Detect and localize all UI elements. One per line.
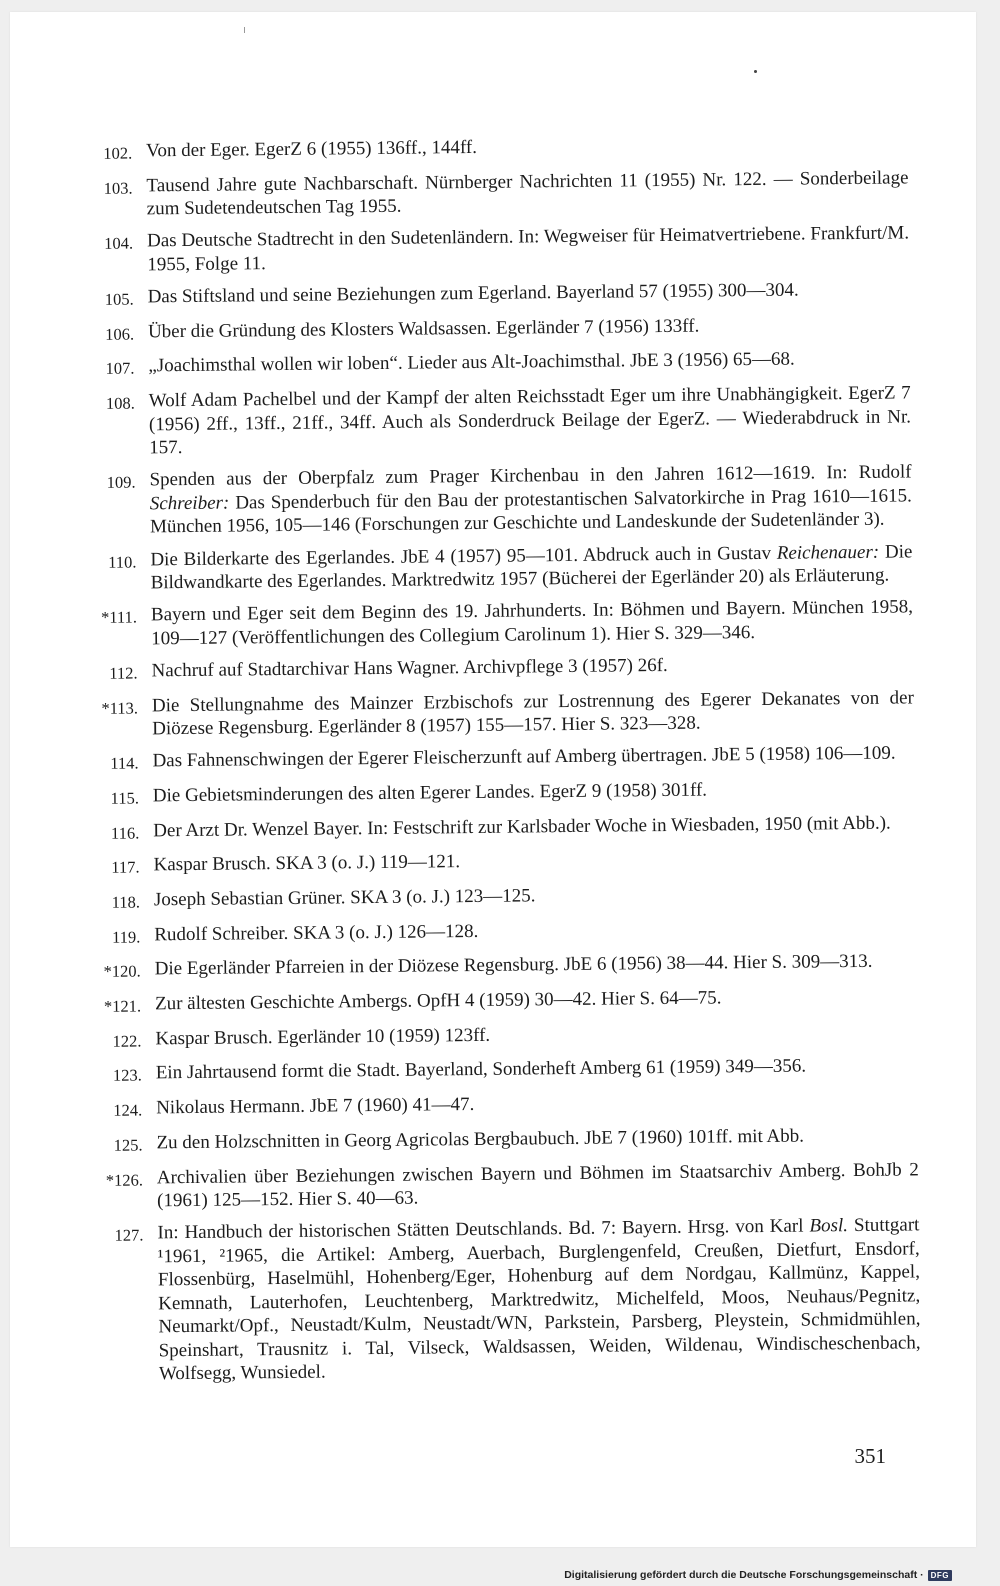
entry-text-segment: Kaspar Brusch. SKA 3 (o. J.) 119—121. <box>153 851 461 876</box>
bibliography-entry <box>95 811 915 846</box>
bibliography-entry <box>88 131 908 166</box>
entry-text-italic: Schreiber: <box>149 492 230 515</box>
entry-text-segment: In: Handbuch der historischen Stätten Deutschlands. Bd. 7: Bayern. Hrsg. von Karl <box>157 1215 810 1244</box>
bibliography-entry <box>98 1123 918 1158</box>
entry-text <box>149 461 912 539</box>
entry-text <box>152 686 914 741</box>
bibliography-entry <box>94 742 914 777</box>
entry-number: 106. <box>105 324 135 344</box>
entry-text <box>149 382 912 460</box>
entry-text <box>153 776 915 807</box>
entry-number: *113. <box>101 698 139 718</box>
entry-text-italic: Reichenauer: <box>776 541 880 564</box>
entry-text <box>147 222 909 277</box>
entry-text-segment: Spenden aus der Oberpfalz zum Prager Kirchenbau in den Jahren 1612—1619. In: Rudolf <box>149 461 912 491</box>
entry-text-segment: Der Arzt Dr. Wenzel Bayer. In: Festschrift zur Karlsbader Woche in Wiesbaden, 1950 (mit Abb.). <box>153 812 891 841</box>
entry-number: 108. <box>105 393 135 413</box>
entry-text-segment: Die Bildwandkarte des Egerlandes. Marktredwitz 1957 (Bücherei der Egerländer 20) als Erläuterung. <box>150 540 913 594</box>
entry-text-segment: Rudolf Schreiber. SKA 3 (o. J.) 126—128. <box>154 920 479 946</box>
entry-text <box>156 1054 918 1085</box>
entry-text <box>148 347 910 378</box>
entry-text-segment: „Joachimsthal wollen wir loben“. Lieder aus Alt-Joachimsthal. JbE 3 (1956) 65—68. <box>148 349 795 377</box>
entry-number: 102. <box>103 143 133 163</box>
entry-text <box>154 915 916 946</box>
entry-text <box>155 984 917 1015</box>
entry-text-segment: Kaspar Brusch. Egerländer 10 (1959) 123ff. <box>155 1024 491 1050</box>
entry-number: *120. <box>103 961 141 982</box>
bibliography-entry <box>97 1019 917 1054</box>
entry-text-segment: Zur ältesten Geschichte Ambergs. OpfH 4 (1959) 30—42. Hier S. 64—75. <box>154 987 722 1015</box>
entry-number: *121. <box>103 996 142 1016</box>
entry-number: 124. <box>113 1100 143 1120</box>
entry-text-segment: Die Egerländer Pfarreien in der Diözese Regensburg. JbE 6 (1956) 38—44. Hier S. 309—313. <box>154 951 873 980</box>
bibliography-entry <box>99 1214 921 1387</box>
bibliography-entry <box>93 596 913 652</box>
entry-text-segment: Ein Jahrtausend formt die Stadt. Bayerland, Sonderheft Amberg 61 (1959) 349—356. <box>155 1055 807 1084</box>
entry-text <box>148 277 910 308</box>
bibliography-entry <box>98 1054 918 1089</box>
entry-number: 109. <box>106 472 136 493</box>
bibliography-entry <box>96 880 916 915</box>
footer-text: Digitalisierung gefördert durch die Deutsche Forschungsgemeinschaft · <box>564 1569 924 1581</box>
bibliography-entry <box>95 846 915 881</box>
bibliography-entry <box>90 347 910 382</box>
bibliography-entry <box>95 776 915 811</box>
entry-text-segment: Joseph Sebastian Grüner. SKA 3 (o. J.) 123—125. <box>153 885 536 911</box>
bibliography-list <box>88 131 921 1395</box>
entry-text-segment: Stuttgart ¹1961, ²1965, die Artikel: Amberg, Auerbach, Burglengenfeld, Creußen, Dietfurt, Ensdorf, Flossenbürg, Haselmühl, Hohenberg/Eger, Hohenburg auf dem Nordgau, Kallmünz, Kappel, Kemnath, Lauterhofen, Leuchtenberg, Marktredwitz, Michelfeld, Moos, Neuhaus/Pegnitz, Neumarkt/Opf., Neustadt/Kulm, Neustadt/WN, Parkstein, Parsberg, Pleystein, Schmidmühlen, Speinshart, Trausnitz i. Tal, Vilseck, Waldsassen, Weiden, Wildenau, Windischeschenbach, Wolfsegg, Wunsiedel. <box>157 1214 921 1385</box>
bibliography-entry <box>91 461 912 540</box>
entry-text-segment: Von der Eger. EgerZ 6 (1955) 136ff., 144ff. <box>146 136 478 162</box>
entry-number: 125. <box>113 1135 143 1155</box>
bibliography-entry <box>96 915 916 950</box>
bibliography-entry <box>90 312 910 347</box>
entry-text <box>151 651 913 682</box>
entry-number: 104. <box>104 233 134 254</box>
entry-text <box>155 1019 917 1050</box>
entry-text <box>150 540 912 595</box>
bibliography-entry <box>94 686 914 742</box>
entry-text <box>151 596 913 651</box>
dfg-logo-icon: DFG <box>928 1570 952 1581</box>
entry-number: 127. <box>114 1225 144 1245</box>
entry-text-segment: Nachruf auf Stadtarchivar Hans Wagner. Archivpflege 3 (1957) 26f. <box>151 654 668 682</box>
bibliography-entry <box>90 277 910 312</box>
entry-text-segment: Die Stellungnahme des Mainzer Erzbischofs zur Lostrennung des Egerer Dekanates von der Diözese Regensburg. Egerländer 8 (1957) 155—157. Hier S. 323—328. <box>151 686 914 740</box>
entry-text <box>153 846 915 877</box>
entry-text-segment: Die Gebietsminderungen des alten Egerer Landes. EgerZ 9 (1958) 301ff. <box>152 779 708 807</box>
entry-text <box>146 166 908 221</box>
entry-number: 110. <box>108 552 137 572</box>
entry-text <box>152 742 914 773</box>
entry-text-segment: Das Spenderbuch für den Bau der protestantischen Salvatorkirche in Prag 1610—1615. München 1956, 105—146 (Forschungen zur Geschichte und Landeskunde der Sudetenländer 3). <box>149 485 912 538</box>
entry-text-italic: Bosl. <box>809 1215 849 1237</box>
entry-number: *111. <box>100 607 138 628</box>
entry-text-segment: Archivalien über Beziehungen zwischen Bayern und Böhmen im Staatsarchiv Amberg. BohJb 2 (1961) 125—152. Hier S. 40—63. <box>156 1158 919 1212</box>
entry-number: 114. <box>110 753 139 774</box>
entry-number: 123. <box>112 1065 142 1086</box>
bibliography-entry <box>99 1158 919 1214</box>
entry-text <box>156 1088 918 1119</box>
entry-number: *126. <box>105 1169 143 1190</box>
digitization-footer <box>564 1569 952 1581</box>
entry-text-segment: Wolf Adam Pachelbel und der Kampf der alten Reichsstadt Eger um ihre Unabhängigkeit. EgerZ 7 (1956) 2ff., 13ff., 21ff., 34ff. Auch als Sonderdruck Beilage der EgerZ. — Wiederabdruck in Nr. 157. <box>148 382 912 459</box>
bibliography-entry <box>97 984 917 1019</box>
entry-text-segment: Das Fahnenschwingen der Egerer Fleischerzunft auf Amberg übertragen. JbE 5 (1958) 106—109. <box>152 742 896 772</box>
entry-text-segment: Zu den Holzschnitten in Georg Agricolas Bergbaubuch. JbE 7 (1960) 101ff. mit Abb. <box>156 1125 805 1154</box>
page-number: 351 <box>854 1444 886 1468</box>
bibliography-entry <box>89 222 909 278</box>
entry-number: 116. <box>110 823 140 843</box>
bibliography-entry <box>88 166 908 222</box>
entry-text <box>157 1158 919 1213</box>
entry-text-segment: Das Deutsche Stadtrecht in den Sudetenländern. In: Wegweiser für Heimatvertriebene. Frankfurt/M. 1955, Folge 11. <box>146 222 910 276</box>
bibliography-entry <box>91 382 912 461</box>
bibliography-entry <box>97 950 917 985</box>
entry-number: 112. <box>109 663 138 683</box>
bibliography-entry <box>93 651 913 686</box>
document-page <box>10 12 976 1547</box>
entry-text <box>154 880 916 911</box>
entry-number: 117. <box>111 857 140 878</box>
entry-text-segment: Die Bilderkarte des Egerlandes. JbE 4 (1957) 95—101. Abdruck auch in Gustav <box>150 542 777 570</box>
entry-text-segment: Bayern und Eger seit dem Beginn des 19. Jahrhunderts. In: Böhmen und Bayern. München 1958, 109—127 (Veröffentlichungen des Collegium Carolinum 1). Hier S. 329—346. <box>150 596 914 650</box>
entry-text <box>155 950 917 981</box>
entry-number: 115. <box>110 788 139 808</box>
entry-text <box>148 312 910 343</box>
entry-text-segment: Tausend Jahre gute Nachbarschaft. Nürnberger Nachrichten 11 (1955) Nr. 122. — Sonderbeilage zum Sudetendeutschen Tag 1955. <box>146 167 909 220</box>
entry-number: 105. <box>104 289 134 309</box>
entry-text <box>157 1214 921 1386</box>
entry-number: 122. <box>112 1031 142 1051</box>
entry-number: 118. <box>111 892 141 912</box>
entry-text <box>146 131 908 162</box>
bibliography-entry <box>98 1088 918 1123</box>
entry-number: 103. <box>103 178 133 198</box>
entry-text-segment: Das Stiftsland und seine Beziehungen zum Egerland. Bayerland 57 (1955) 300—304. <box>147 279 799 308</box>
scan-speck <box>754 70 757 73</box>
entry-number: 107. <box>105 358 135 379</box>
scan-speck <box>244 27 245 33</box>
bibliography-entry <box>92 540 912 596</box>
entry-text <box>156 1123 918 1154</box>
entry-number: 119. <box>111 927 141 947</box>
entry-text-segment: Nikolaus Hermann. JbE 7 (1960) 41—47. <box>156 1094 475 1119</box>
entry-text <box>153 811 915 842</box>
entry-text-segment: Über die Gründung des Klosters Waldsassen. Egerländer 7 (1956) 133ff. <box>147 315 700 343</box>
